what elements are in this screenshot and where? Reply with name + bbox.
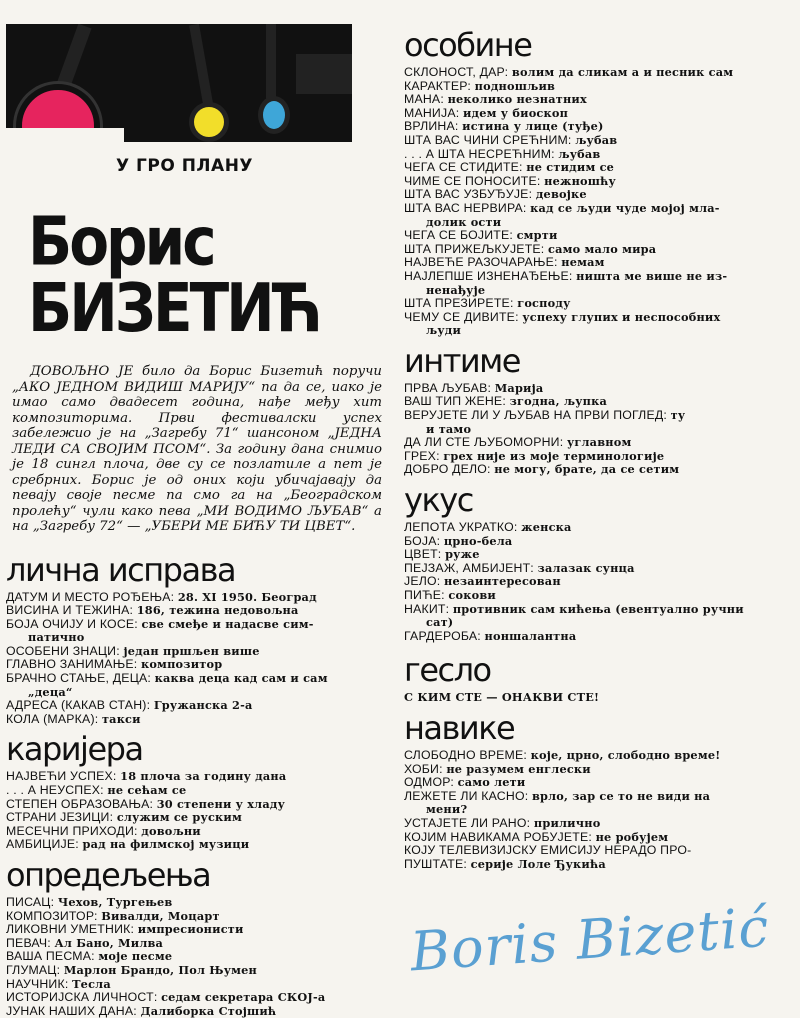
question-label: ДОБРО ДЕЛО: [404,462,491,476]
profile-line [404,229,792,243]
question-label: ПИСАЦ: [6,895,54,909]
section-lines [6,896,384,1018]
profile-line [6,798,384,812]
answer-value: грех није из моје терминологије [443,449,664,463]
question-label: АДРЕСА (КАКАВ СТАН): [6,698,150,712]
question-label: ИСТОРИЈСКА ЛИЧНОСТ: [6,990,157,1004]
profile-line [6,618,384,645]
profile-line [404,395,792,409]
answer-value: све смеђе и надасве сим- [142,617,314,631]
answer-value-continuation: серије Лоле Ђукића [471,857,606,871]
answer-value: успеху глупих и неспособних [522,310,720,324]
question-label: ШТА ВАС НЕРВИРА: [404,201,527,215]
profile-line [404,93,792,107]
question-label: ВИСИНА И ТЕЖИНА: [6,603,133,617]
profile-line [404,817,792,831]
profile-line [404,603,792,630]
yellow-spotlight [189,102,229,142]
profile-line [6,784,384,798]
answer-value: идем у биоскоп [463,106,568,120]
question-label: НАКИТ: [404,602,449,616]
question-label: НАЈВЕЋЕ РАЗОЧАРАЊЕ: [404,255,558,269]
section [6,732,384,852]
profile-line [6,937,384,951]
white-cutout [6,128,124,152]
profile-line [404,134,792,148]
section-title: интиме [404,344,792,378]
profile-line [404,521,792,535]
question-label: КОЈУ ТЕЛЕВИЗИЈСКУ ЕМИСИЈУ НЕРАДО ПРО- [404,843,691,857]
answer-value: љубав [575,133,617,147]
answer-value: довољни [141,824,201,838]
profile-line [6,838,384,852]
answer-value: Ал Бано, Милва [55,936,164,950]
lamp-stand [266,24,276,100]
answer-value: ту [671,408,686,422]
profile-line [404,188,792,202]
profile-line [404,630,792,644]
answer-value: такси [102,712,141,726]
profile-line [404,80,792,94]
section-lines [6,591,384,727]
question-label: БОЈА: [404,534,440,548]
question-label: ЦВЕТ: [404,547,441,561]
question-label-continuation: ПУШТАТЕ: [404,857,467,871]
profile-line [6,1005,384,1018]
profile-line [6,825,384,839]
answer-value: 30 степени у хладу [157,797,285,811]
profile-line [404,450,792,464]
answer-value: прилично [534,816,601,830]
answer-continuation [404,803,792,817]
question-label: ЛИКОВНИ УМЕТНИК: [6,922,134,936]
profile-line [404,691,792,705]
answer-continuation [404,216,792,230]
answer-value: девојке [536,187,587,201]
section-lines [404,66,792,338]
section [404,344,792,477]
answer-value: импресионисти [138,922,244,936]
section [6,858,384,1018]
question-label: МАНИЈА: [404,106,459,120]
profile-line [404,535,792,549]
answer-value: згодна, љупка [510,394,607,408]
answer-continuation [404,858,792,872]
answer-value: моје песме [98,949,172,963]
answer-value: Вивалди, Моцарт [101,909,219,923]
blue-spotlight [258,96,290,134]
answer-value: подношљив [475,79,555,93]
answer-value: немам [561,255,604,269]
handwritten-signature: Boris Bizetić [410,908,770,988]
profile-line [404,589,792,603]
section-title: каријера [6,732,384,766]
intro-paragraph: ДОВОЉНО ЈЕ било да Борис Бизетић поручи „АКО ЈЕДНОМ ВИДИШ МАРИЈУ“ па да се, иако је имао само двадесет година, нађе међу хит композиторима. Први фестивалски успех забележио је на „Загребу 71“ шансоном „ЈЕДНА ЛЕДИ СА СВОЈИМ ПСОМ“. За годину дана снимио је 18 сингл плоча, две су се позлатиле а пет је сребрних. Борис је од оних који убичајавају да певају своје песме па смо га на „Београдском пролећу“ чули како пева „МИ ВОДИМО ЉУБАВ“ а на „Загребу 72“ — „УБЕРИ МЕ БИЋУ ТИ ЦВЕТ“. [12,364,382,535]
answer-value: Гружанска 2-а [154,698,253,712]
answer-value: 18 плоча за годину дана [120,769,286,783]
answer-value-continuation: људи [426,323,461,337]
section [404,711,792,871]
answer-value-continuation: патично [28,630,84,644]
answer-value-continuation: сат) [426,615,453,629]
answer-value: Марлон Брандо, Пол Њумен [64,963,257,977]
profile-line [404,175,792,189]
answer-value-continuation: мени? [426,802,467,816]
question-label: . . . А ШТА НЕСРЕЋНИМ: [404,147,555,161]
rubric-label: У ГРО ПЛАНУ [116,156,384,176]
answer-value: љубав [558,147,600,161]
answer-value: неколико незнатних [448,92,587,106]
section-title: опредељења [6,858,384,892]
question-label: ВАШ ТИП ЖЕНЕ: [404,394,506,408]
section [6,553,384,727]
answer-value: само лети [458,775,526,789]
answer-value: углавном [567,435,632,449]
profile-line [6,672,384,699]
question-label: ГЛУМАЦ: [6,963,60,977]
lamp-housing [296,54,352,94]
question-label: ПРВА ЉУБАВ: [404,381,491,395]
section-title: гесло [404,653,792,687]
stage-lights-illustration [6,24,352,152]
question-label: ДАТУМ И МЕСТО РОЂЕЊА: [6,590,174,604]
answer-value: композитор [141,657,222,671]
answer-value: црно-бела [444,534,513,548]
question-label: ДА ЛИ СТЕ ЉУБОМОРНИ: [404,435,563,449]
question-label: СКЛОНОСТ, ДАР: [404,65,508,79]
answer-value: ништа ме више не из- [576,269,727,283]
profile-line [404,243,792,257]
answer-continuation [404,423,792,437]
answer-value: истина у лице (туђе) [462,119,603,133]
answer-continuation [404,616,792,630]
answer-value: смрти [517,228,558,242]
profile-line [6,978,384,992]
profile-line [404,297,792,311]
answer-continuation [6,631,384,645]
answer-value: Чехов, Тургењев [58,895,173,909]
profile-line [404,270,792,297]
profile-line [6,770,384,784]
question-label: КОЛА (МАРКА): [6,712,98,726]
section-lines [6,770,384,852]
question-label: ГРЕХ: [404,449,440,463]
answer-value: господу [517,296,570,310]
question-label: ЧЕГА СЕ БОЈИТЕ: [404,228,513,242]
profile-line [404,463,792,477]
question-label: МЕСЕЧНИ ПРИХОДИ: [6,824,138,838]
profile-line [404,202,792,229]
profile-line [6,950,384,964]
answer-value: Марија [495,381,544,395]
profile-line [404,436,792,450]
question-label: СТРАНИ ЈЕЗИЦИ: [6,810,113,824]
profile-line [404,831,792,845]
answer-value: С КИМ СТЕ — ОНАКВИ СТЕ! [404,690,599,704]
profile-line [404,66,792,80]
answer-value: које, црно, слободно време! [531,748,721,762]
profile-line [6,964,384,978]
question-label: КАРАКТЕР: [404,79,471,93]
answer-value: сокови [448,588,496,602]
question-label: ШТА ПРИЖЕЉКУЈЕТЕ: [404,242,544,256]
answer-continuation [404,284,792,298]
question-label: ЈУНАК НАШИХ ДАНА: [6,1004,137,1018]
answer-value: незаинтересован [444,574,561,588]
question-label: ГАРДЕРОБА: [404,629,481,643]
question-label: ЛЕПОТА УКРАТКО: [404,520,518,534]
section-lines [404,382,792,477]
question-label: ЧЕМУ СЕ ДИВИТЕ: [404,310,519,324]
profile-line [6,991,384,1005]
left-column [6,24,384,1018]
profile-line [404,311,792,338]
section [404,483,792,643]
profile-line [404,120,792,134]
question-label: . . . А НЕУСПЕХ: [6,783,104,797]
question-label: ВАША ПЕСМА: [6,949,95,963]
answer-value: кад се људи чуде мојој мла- [530,201,720,215]
answer-value: рад на филмској музици [82,837,249,851]
question-label: ШТА ВАС ЧИНИ СРЕЋНИМ: [404,133,572,147]
answer-value: женска [521,520,571,534]
profile-line [6,811,384,825]
answer-continuation [404,324,792,338]
question-label: КОЈИМ НАВИКАМА РОБУЈЕТЕ: [404,830,592,844]
answer-value: Далиборка Стојшић [141,1004,277,1018]
question-label: ОДМОР: [404,775,454,789]
answer-value: служим се руским [117,810,242,824]
answer-value: залазак сунца [538,561,635,575]
profile-line [404,148,792,162]
question-label: НАУЧНИК: [6,977,68,991]
question-label: СТЕПЕН ОБРАЗОВАЊА: [6,797,153,811]
profile-line [6,645,384,659]
profile-line [404,161,792,175]
section [404,653,792,705]
profile-line [404,776,792,790]
question-label: БОЈА ОЧИЈУ И КОСЕ: [6,617,138,631]
profile-line [404,763,792,777]
question-label: ВЕРУЈЕТЕ ЛИ У ЉУБАВ НА ПРВИ ПОГЛЕД: [404,408,667,422]
question-label: ЧИМЕ СЕ ПОНОСИТЕ: [404,174,541,188]
question-label: ПЕЈЗАЖ, АМБИЈЕНТ: [404,561,534,575]
question-label: БРАЧНО СТАЊЕ, ДЕЦА: [6,671,151,685]
question-label: ШТА ВАС УЗБУЂУЈЕ: [404,187,532,201]
left-sections [6,553,384,1018]
answer-value-continuation: ненађује [426,283,485,297]
lamp-stand [189,24,213,104]
profile-line [6,699,384,713]
question-label: ГЛАВНО ЗАНИМАЊЕ: [6,657,137,671]
profile-line [6,896,384,910]
question-label: ПЕВАЧ: [6,936,51,950]
white-cutout [124,142,352,152]
answer-value: не робујем [596,830,669,844]
answer-value: противник сам кићења (евентуално ручни [453,602,744,616]
question-label: ЈЕЛО: [404,574,440,588]
answer-value: само мало мира [548,242,656,256]
profile-line [6,713,384,727]
question-label: СЛОБОДНО ВРЕМЕ: [404,748,527,762]
answer-value: један пршљен више [123,644,259,658]
answer-value: каква деца кад сам и сам [155,671,328,685]
profile-line [404,749,792,763]
answer-value: седам секретара СКОЈ-а [161,990,325,1004]
section-lines [404,691,792,705]
question-label: ВРЛИНА: [404,119,459,133]
question-label: АМБИЦИЈЕ: [6,837,79,851]
section-lines [404,749,792,871]
profile-line [404,790,792,817]
section-lines [404,521,792,643]
question-label: ПИЋЕ: [404,588,445,602]
profile-line [404,382,792,396]
right-sections [404,28,792,871]
right-column [404,28,792,871]
section-title: укус [404,483,792,517]
answer-value-continuation: „деца“ [28,685,73,699]
answer-value: не разумем енглески [446,762,591,776]
profile-line [6,658,384,672]
section [404,28,792,338]
answer-value: 186, тежина недовољна [137,603,299,617]
question-label: НАЈЛЕПШЕ ИЗНЕНАЂЕЊЕ: [404,269,573,283]
answer-value: волим да сликам а и песник сам [512,65,733,79]
answer-value-continuation: и тамо [426,422,471,436]
profile-line [404,575,792,589]
question-label: УСТАЈЕТЕ ЛИ РАНО: [404,816,530,830]
question-label: ЛЕЖЕТЕ ЛИ КАСНО: [404,789,528,803]
answer-value: не могу, брате, да се сетим [494,462,679,476]
answer-value: нежношћу [544,174,616,188]
section-title: навике [404,711,792,745]
profile-line [6,591,384,605]
question-label: ХОБИ: [404,762,443,776]
profile-line [6,910,384,924]
answer-value: Тесла [72,977,111,991]
question-label: ОСОБЕНИ ЗНАЦИ: [6,644,120,658]
profile-line [404,107,792,121]
answer-value: ноншалантна [485,629,577,643]
page-title: Борис БИЗЕТИЋ [28,208,384,341]
answer-value: не сећам се [107,783,186,797]
answer-value-continuation: долик ости [426,215,501,229]
question-label: МАНА: [404,92,444,106]
question-label: ШТА ПРЕЗИРЕТЕ: [404,296,514,310]
answer-value: руже [445,547,480,561]
profile-line [6,923,384,937]
profile-line [404,409,792,436]
section-title: лична исправа [6,553,384,587]
profile-line [404,562,792,576]
profile-line [404,548,792,562]
answer-value: врло, зар се то не види на [532,789,710,803]
answer-value: не стидим се [526,160,614,174]
question-label: ЧЕГА СЕ СТИДИТЕ: [404,160,523,174]
answer-continuation [6,686,384,700]
answer-value: 28. XI 1950. Београд [178,590,317,604]
profile-line [404,256,792,270]
profile-line [6,604,384,618]
section-title: особине [404,28,792,62]
profile-line [404,844,792,871]
question-label: НАЈВЕЋИ УСПЕХ: [6,769,117,783]
question-label: КОМПОЗИТОР: [6,909,98,923]
